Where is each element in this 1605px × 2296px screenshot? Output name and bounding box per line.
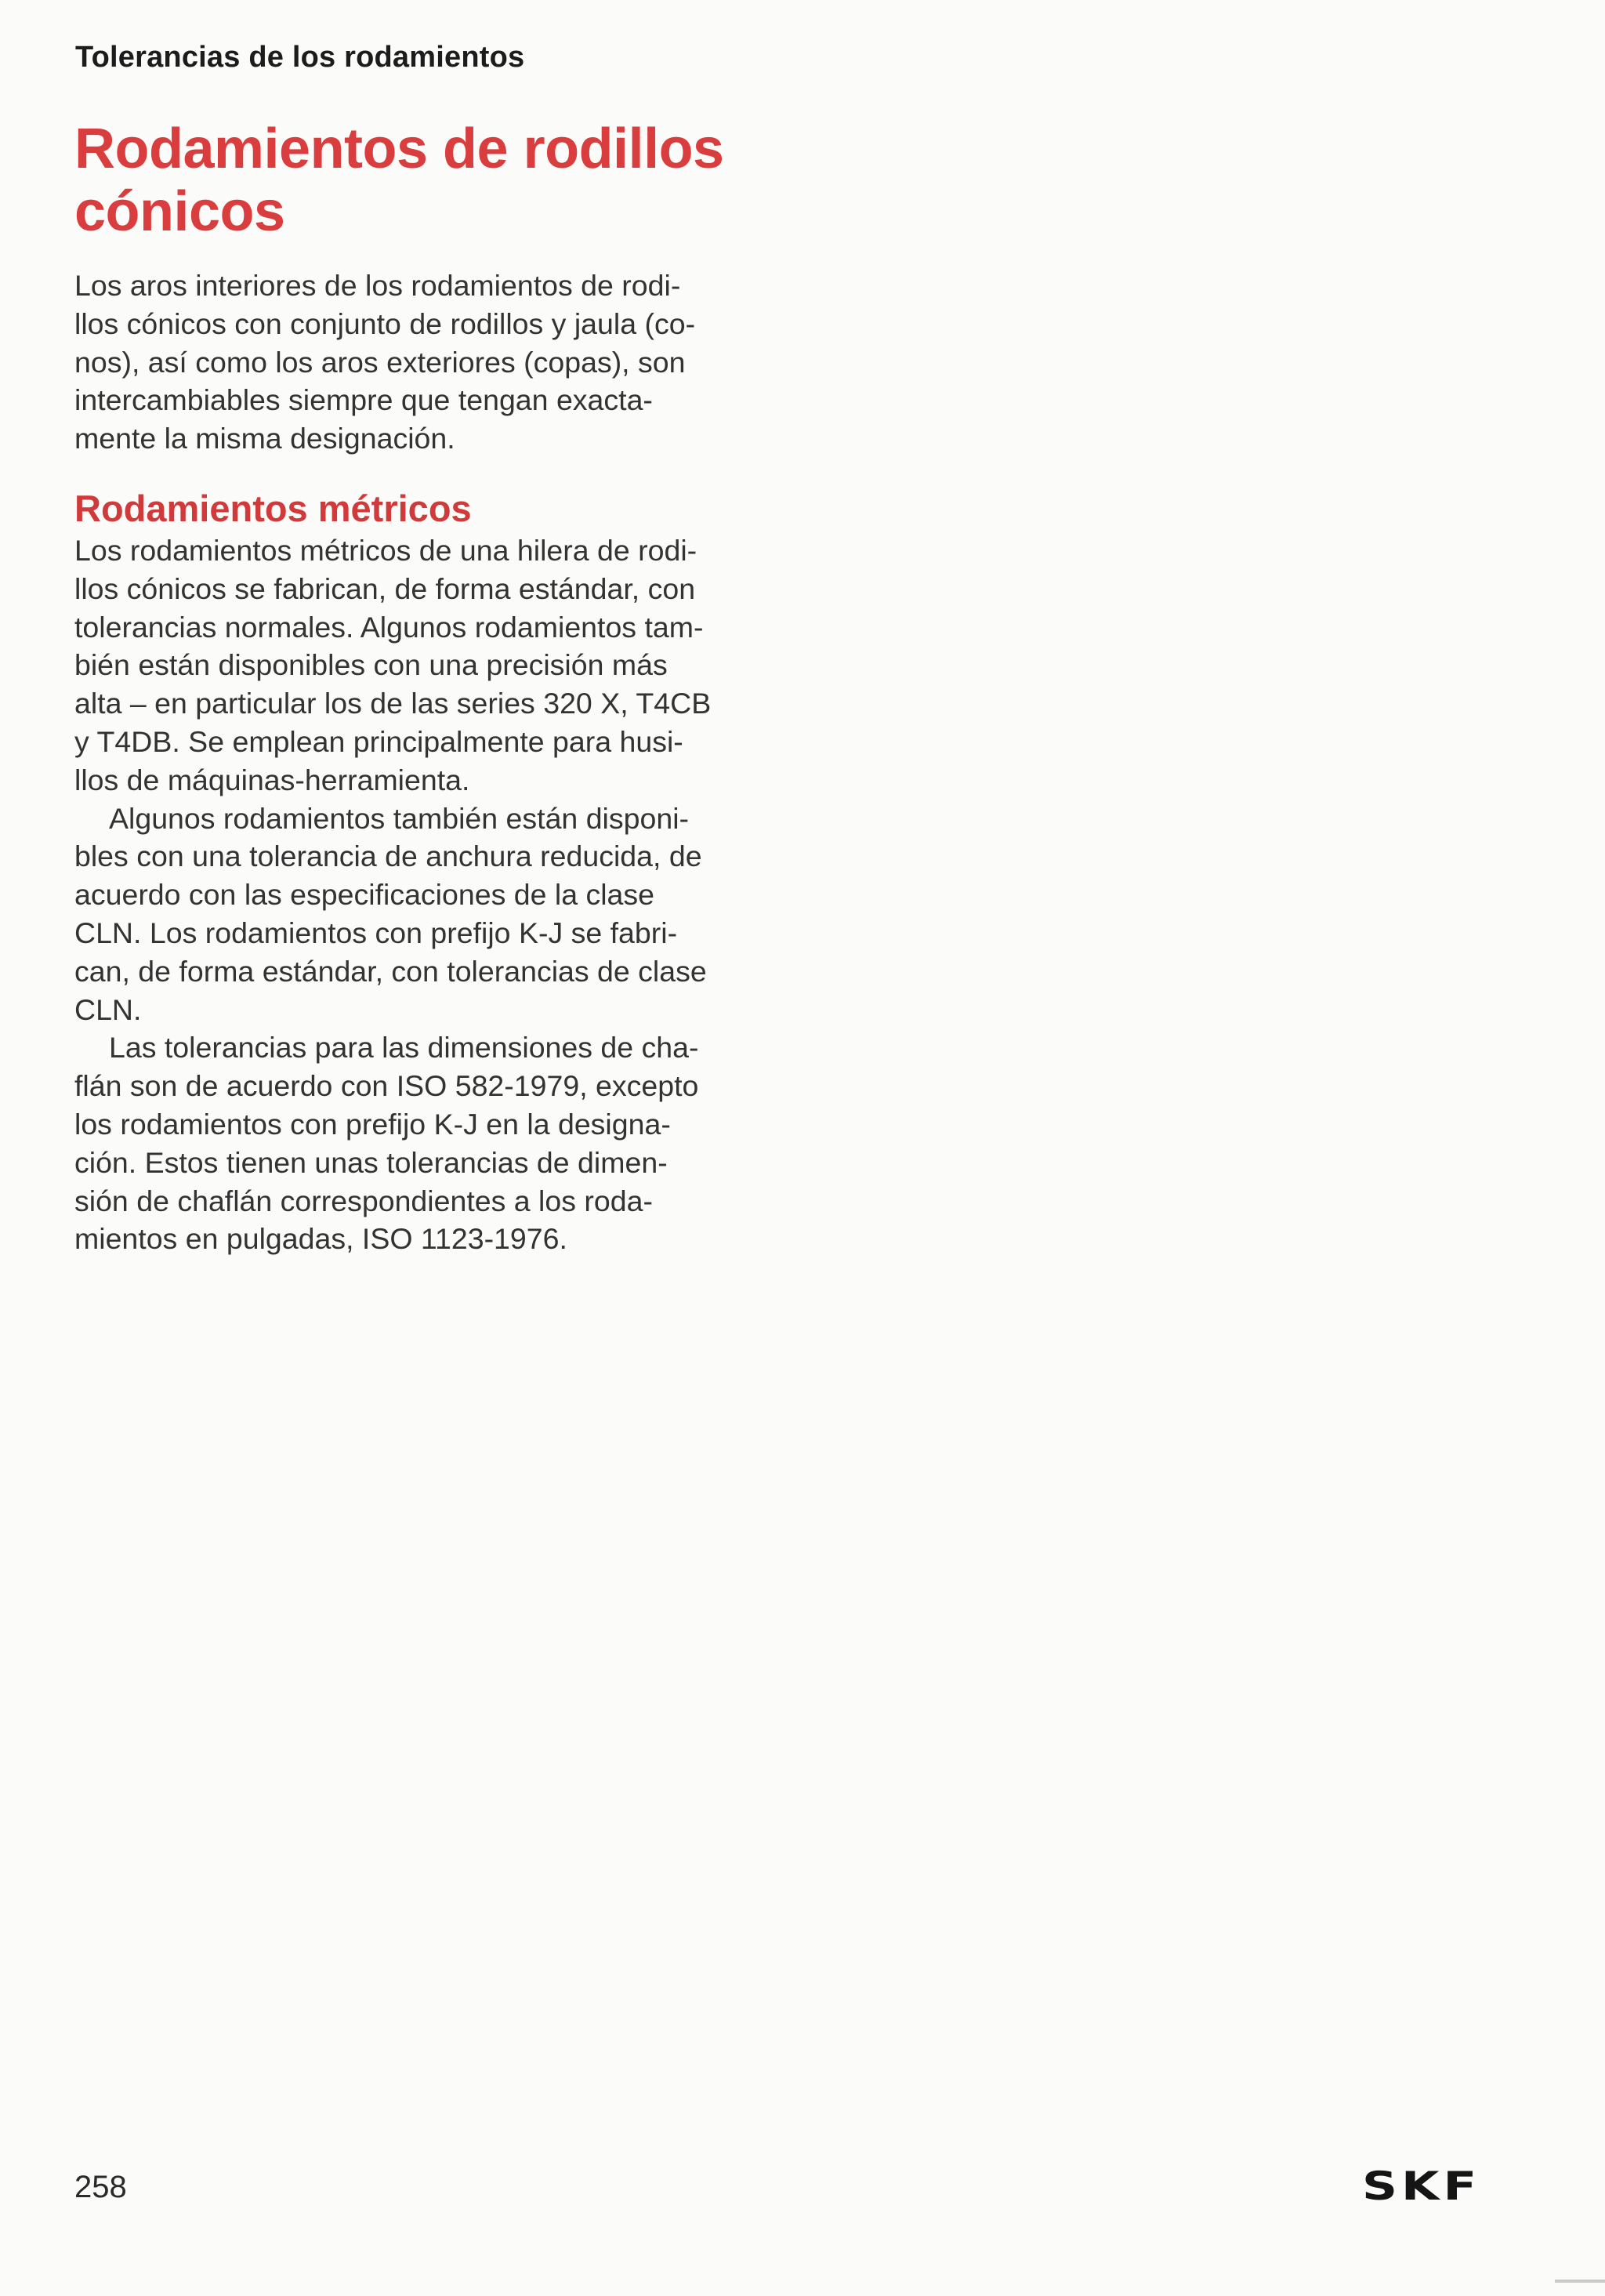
text-line: nos), así como los aros exteriores (copas), son	[74, 345, 686, 379]
text-line: CLN.	[74, 992, 142, 1026]
text-line: Los rodamientos métricos de una hilera de rodi-	[74, 533, 697, 567]
text-line: can, de forma estándar, con tolerancias de clase	[74, 954, 707, 988]
section-paragraph-3	[74, 1028, 764, 1258]
text-line: ción. Estos tienen unas tolerancias de dimen-	[74, 1145, 668, 1179]
intro-paragraph	[74, 267, 764, 458]
text-line: bles con una tolerancia de anchura reducida, de	[74, 840, 702, 873]
skf-logo-text: SKF	[1362, 2164, 1481, 2209]
text-line: sión de chaflán correspondientes a los roda-	[74, 1184, 653, 1217]
section-heading: Rodamientos métricos	[74, 487, 472, 529]
section-paragraph-2	[74, 800, 764, 1029]
scan-edge-mark	[1555, 2280, 1605, 2283]
text-line: llos cónicos con conjunto de rodillos y jaula (co-	[74, 306, 696, 340]
text-line: Los aros interiores de los rodamientos de rodi-	[74, 269, 681, 302]
text-line: llos cónicos se fabrican, de forma estándar, con	[74, 571, 696, 605]
page-title-line-2: cónicos	[74, 180, 285, 243]
page-title	[74, 118, 764, 243]
text-line: llos de máquinas-herramienta.	[74, 763, 470, 796]
page-title-line-1: Rodamientos de rodillos	[74, 118, 724, 180]
text-line: CLN. Los rodamientos con prefijo K-J se fabri-	[74, 916, 678, 949]
text-line: acuerdo con las especificaciones de la clase	[74, 878, 655, 912]
text-line: los rodamientos con prefijo K-J en la designa-	[74, 1107, 671, 1141]
text-line: Las tolerancias para las dimensiones de cha-	[109, 1031, 699, 1065]
text-line: flán son de acuerdo con ISO 582-1979, excepto	[74, 1069, 699, 1103]
text-line: mente la misma designación.	[74, 422, 455, 455]
skf-logo	[1362, 2166, 1480, 2207]
text-line: y T4DB. Se emplean principalmente para husi-	[74, 724, 683, 758]
text-line: intercambiables siempre que tengan exacta-	[74, 383, 653, 417]
text-line: Algunos rodamientos también están disponi-	[109, 801, 690, 835]
main-column	[74, 118, 764, 1258]
text-line: tolerancias normales. Algunos rodamientos tam-	[74, 610, 704, 644]
text-line: bién están disponibles con una precisión más	[74, 648, 668, 682]
running-head: Tolerancias de los rodamientos	[75, 41, 525, 74]
text-line: alta – en particular los de las series 320 X, T4CB	[74, 687, 712, 720]
page-number: 258	[74, 2170, 127, 2204]
text-line: mientos en pulgadas, ISO 1123-1976.	[74, 1222, 567, 1256]
section-paragraph-1	[74, 531, 764, 800]
